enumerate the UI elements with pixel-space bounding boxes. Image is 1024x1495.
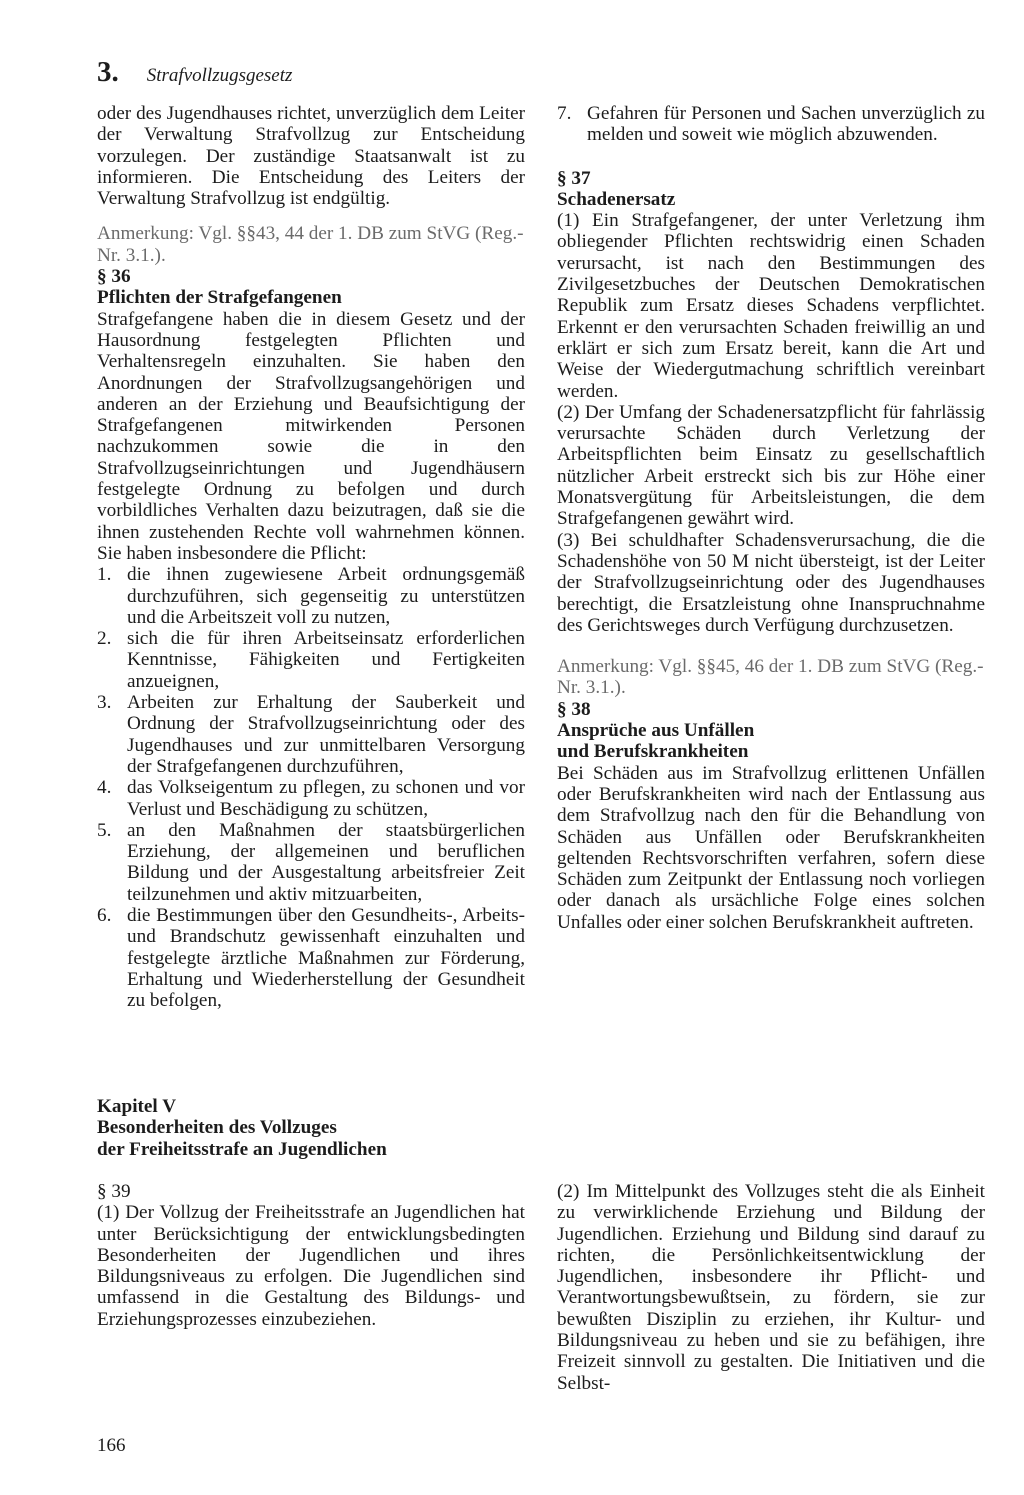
section-36-duty-list-continued (557, 103, 985, 146)
section-39-number: § 39 (97, 1181, 131, 1202)
section-38-title-line-2: und Berufskrankheiten (557, 741, 749, 763)
annotation-note-35: Anmerkung: Vgl. §§43, 44 der 1. DB zum StVG (Reg.-Nr. 3.1.). (97, 223, 524, 266)
annotation-note-37: Anmerkung: Vgl. §§45, 46 der 1. DB zum StVG (Reg.-Nr. 3.1.). (557, 656, 984, 699)
running-title: Strafvollzugsgesetz (146, 65, 293, 86)
chapter-heading-line-1: Kapitel V (97, 1096, 177, 1117)
right-column-top (557, 103, 985, 933)
section-39-paragraph-2: (2) Im Mittelpunkt des Vollzuges steht die als Einheit zu verwirklichende Erziehung und Bildung der Jugendlichen. Erziehung und Bildung sind darauf zu richten, die Persönlichkeitsentwicklung der Jugendlichen, insbesondere ihr Pflicht- und Verantwortungsbewußtsein, zu fördern, sie zur bewußten Disziplin zu erziehen, ihr Kultur- und Bildungsniveau zu heben und sie zu befähigen, ihre Freizeit sinnvoll zu gestalten. Die Initiativen und die Selbst- (557, 1181, 985, 1394)
duty-item-text: die Bestimmungen über den Gesundheits-, Arbeits- und Brandschutz gewissenhaft einzuhalten und festgelegte ärztliche Maßnahmen zur Förderung, Erhaltung und Wiederherstellung der Gesundheit zu befolgen, (127, 904, 525, 1012)
section-36-title: Pflichten der Strafgefangenen (97, 287, 342, 309)
duty-item-number: 5. (97, 819, 112, 841)
duty-item-text: die ihnen zugewiesene Arbeit ordnungsgemäß durchzuführen, sich gegenseitig zu unterstützen und die Arbeitszeit voll zu nutzen, (127, 564, 525, 628)
duty-item (97, 905, 525, 1011)
duty-item-text: Arbeiten zur Erhaltung der Sauberkeit und Ordnung der Strafvollzugseinrichtung oder des Jugendhauses und zur unmittelbaren Versorgung der Strafgefangenen durchzuführen, (127, 692, 525, 777)
duty-item (557, 103, 985, 146)
duty-item-number: 6. (97, 904, 112, 926)
left-column-bottom (97, 1181, 525, 1330)
duty-item-number: 4. (97, 777, 112, 799)
duty-item (97, 564, 525, 628)
chapter-heading-line-2: Besonderheiten des Vollzuges (97, 1117, 337, 1139)
section-37-paragraph-1: (1) Ein Strafgefangener, der unter Verletzung ihm obliegender Pflichten rechtswidrig einen Schaden verursacht, ist nach den Bestimmungen des Zivilgesetzbuches der Deutschen Demokratischen Republik zum Ersatz dieses Schadens verpflichtet. Erkennt er den verursachten Schaden freiwillig an und erklärt er sich zum Ersatz bereit, kann die Art und Weise der Wiedergutmachung schriftlich vereinbart werden. (557, 210, 985, 402)
duty-item (97, 628, 525, 692)
section-38-text: Bei Schäden aus im Strafvollzug erlittenen Unfällen oder Berufskrankheiten wird nach der Entlassung aus dem Strafvollzug nach den für die Behandlung von Schäden aus Unfällen oder Berufskrankheiten geltenden Rechtsvorschriften verfahren, sofern diese Schäden zum Zeitpunkt der Entlassung noch vorliegen oder danach als ursächliche Folge eines solchen Unfalles oder einer solchen Berufskrankheit auftreten. (557, 762, 985, 933)
left-column-top (97, 103, 525, 1011)
duty-item (97, 692, 525, 777)
section-36-number: § 36 (97, 266, 131, 288)
right-column-bottom (557, 1181, 985, 1394)
chapter-heading-line-3: der Freiheitsstrafe an Jugendlichen (97, 1138, 387, 1160)
section-38-number: § 38 (557, 698, 591, 720)
page-number: 166 (97, 1435, 126, 1456)
duty-item-number: 1. (97, 564, 112, 586)
duty-item-number: 3. (97, 692, 112, 714)
section-39-paragraph-1: (1) Der Vollzug der Freiheitsstrafe an Jugendlichen hat unter Berücksichtigung der entwicklungsbedingten Besonderheiten der Jugendlichen und ihres Bildungsniveaus zu erfolgen. Die Jugendlichen sind umfassend in die Gestaltung des Bildungs- und Erziehungsprozesses einzubeziehen. (97, 1202, 525, 1330)
duty-item (97, 777, 525, 820)
section-37-paragraph-3: (3) Bei schuldhafter Schadensverursachung, die die Schadenshöhe von 50 M nicht übersteigt, ist der Leiter der Strafvollzugseinrichtung oder des Jugendhauses berechtigt, die Ersatzleistung ohne Inanspruchnahme des Gerichtsweges durch Verfügung durchzusetzen. (557, 529, 985, 636)
section-37-number: § 37 (557, 167, 591, 189)
section-37-paragraph-2: (2) Der Umfang der Schadenersatzpflicht für fahrlässig verursachte Schäden durch Verletzung der Arbeitspflichten beim Einsatz zu gesellschaftlich nützlicher Arbeit erstreckt sich bis zur Höhe einer Monatsvergütung für Arbeitsleistungen, die dem Strafgefangenen gewährt wird. (557, 401, 985, 530)
duty-item-number: 2. (97, 628, 112, 650)
section-36-intro: Strafgefangene haben die in diesem Gesetz und der Hausordnung festgelegten Pflichten und Verhaltensregeln einzuhalten. Sie haben den Anordnungen der Strafvollzugsangehörigen und anderen an der Erziehung und Beaufsichtigung der Strafgefangenen mitwirkenden Personen nachzukommen sowie die in den Strafvollzugseinrichtungen und Jugendhäusern festgelegte Ordnung zu befolgen und durch vorbildliches Verhalten dazu beizutragen, daß sie die ihnen zustehenden Rechte voll wahrnehmen können. Sie haben insbesondere die Pflicht: (97, 308, 525, 564)
duty-item-text: das Volkseigentum zu pflegen, zu schonen und vor Verlust und Beschädigung zu schützen, (127, 777, 525, 820)
duty-item-number: 7. (557, 103, 572, 124)
section-36-duty-list (97, 564, 525, 1011)
duty-item-text: an den Maßnahmen der staatsbürgerlichen Erziehung, der allgemeinen und beruflichen Bildung und der Ausgestaltung arbeitsfreier Zeit teilzunehmen und aktiv mitzuarbeiten, (127, 819, 525, 905)
continuation-paragraph: oder des Jugendhauses richtet, unverzüglich dem Leiter der Verwaltung Strafvollzug zur Entscheidung vorzulegen. Der zuständige Staatsanwalt ist zu informieren. Die Entscheidung des Leiters der Verwaltung Strafvollzug ist endgültig. (97, 103, 525, 210)
chapter-number: 3. (97, 56, 119, 88)
section-38-title-line-1: Ansprüche aus Unfällen (557, 720, 755, 742)
chapter-heading (97, 1096, 557, 1160)
section-37-title: Schadenersatz (557, 188, 676, 210)
duty-item-text: Gefahren für Personen und Sachen unverzüglich zu melden und soweit wie möglich abzuwenden. (587, 103, 985, 146)
duty-item-text: sich die für ihren Arbeitseinsatz erforderlichen Kenntnisse, Fähigkeiten und Fertigkeiten anzueignen, (127, 628, 525, 692)
running-head (97, 56, 292, 88)
duty-item (97, 820, 525, 905)
